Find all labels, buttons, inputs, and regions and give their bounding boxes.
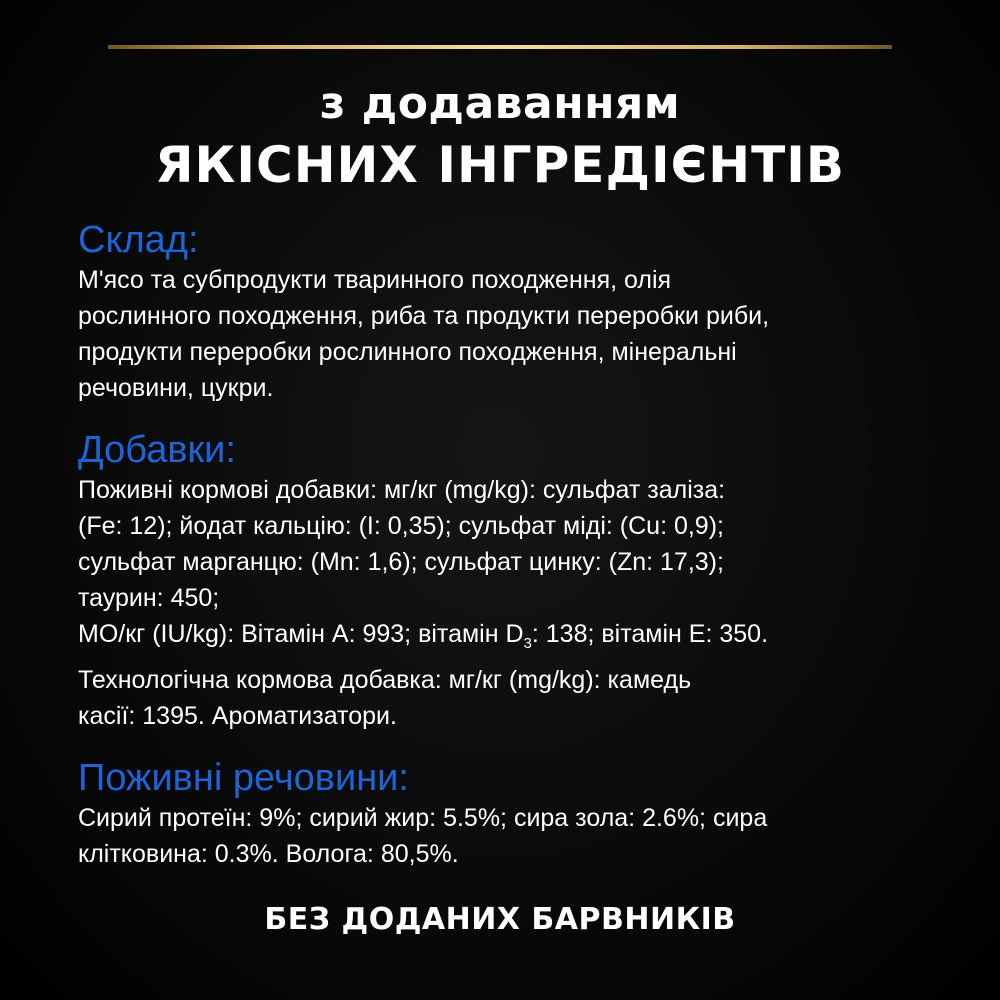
nutrients-line: Сирий протеїн: 9%; сирий жир: 5.5%; сира зола: 2.6%; сира bbox=[78, 804, 768, 832]
ingredients-panel bbox=[78, 218, 938, 872]
composition-line: М'ясо та субпродукти тваринного походження, олія bbox=[78, 266, 672, 294]
vitamin-d-subscript: 3 bbox=[523, 635, 532, 652]
headline-title: ЯКІСНИХ ІНГРЕДІЄНТІВ bbox=[155, 136, 845, 194]
additives-heading: Добавки: bbox=[78, 429, 236, 471]
composition-section bbox=[78, 218, 938, 406]
vitamin-line-end: : 138; вітамін Е: 350. bbox=[531, 620, 769, 648]
additives-line: (Fe: 12); йодат кальцію: (I: 0,35); сульфат міді: (Cu: 0,9); bbox=[78, 512, 724, 540]
additives-text bbox=[78, 472, 938, 734]
composition-heading: Склад: bbox=[78, 219, 199, 261]
nutrients-text bbox=[78, 800, 938, 872]
no-dyes-tagline: БЕЗ ДОДАНИХ БАРВНИКІВ bbox=[264, 902, 736, 937]
composition-line: продукти переробки рослинного походження, мінеральні bbox=[78, 338, 737, 366]
composition-line: речовини, цукри. bbox=[78, 374, 274, 402]
vitamin-line-start: МО/кг (IU/kg): Вітамін А: 993; вітамін D bbox=[78, 620, 524, 648]
nutrients-heading: Поживні речовини: bbox=[78, 757, 409, 799]
tech-additive-line: касії: 1395. Ароматизатори. bbox=[78, 702, 397, 730]
additives-line: Поживні кормові добавки: мг/кг (mg/kg): сульфат заліза: bbox=[78, 476, 726, 504]
composition-line: рослинного походження, риба та продукти переробки риби, bbox=[78, 302, 770, 330]
gold-divider-line bbox=[108, 45, 892, 49]
vitamin-line bbox=[78, 620, 769, 652]
headline-subtitle: з додаванням bbox=[319, 78, 681, 129]
nutrients-line: клітковина: 0.3%. Волога: 80,5%. bbox=[78, 840, 459, 868]
additives-line: таурин: 450; bbox=[78, 584, 220, 612]
tech-additive-line: Технологічна кормова добавка: мг/кг (mg/kg): камедь bbox=[78, 666, 692, 694]
additives-line: сульфат марганцю: (Mn: 1,6); сульфат цинку: (Zn: 17,3); bbox=[78, 548, 724, 576]
nutrients-section bbox=[78, 756, 938, 872]
composition-text bbox=[78, 262, 938, 406]
additives-section bbox=[78, 428, 938, 734]
